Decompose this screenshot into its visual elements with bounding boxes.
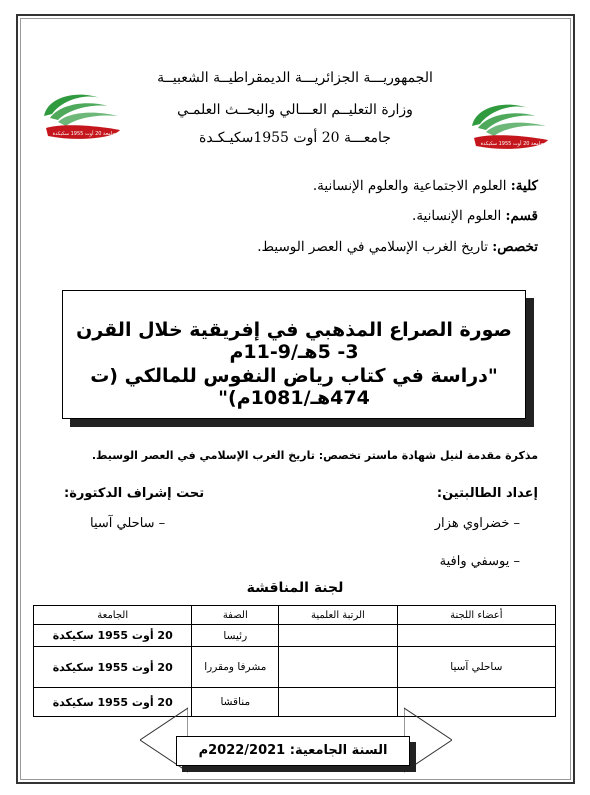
department-label: قسم: (505, 208, 538, 224)
header-university: الجامعة (34, 606, 192, 625)
department-value: العلوم الإنسانية. (412, 208, 502, 224)
role-cell: مشرفا ومقررا (192, 647, 279, 688)
committee-title: لجنة المناقشة (246, 580, 344, 596)
table-row (34, 625, 556, 647)
header-ministry: وزارة التعليــم العـــالي والبحــث العلمـي (177, 102, 413, 118)
role-cell: مناقشا (192, 688, 279, 717)
specialty-field (257, 239, 538, 255)
university-cell: 20 أوت 1955 سكيكدة (34, 647, 192, 688)
header-members: أعضاء اللجنة (397, 606, 555, 625)
students-label: إعداد الطالبتين: (436, 486, 538, 501)
table-row (34, 647, 556, 688)
thesis-title-line1: صورة الصراع المذهبي في إفريقية خلال القرن 3- 5هـ/9-11م (76, 319, 512, 363)
role-cell: رئيسا (192, 625, 279, 647)
rank-cell (279, 688, 398, 717)
rank-cell (279, 625, 398, 647)
supervisor-name: – ساحلي آسيا (90, 516, 166, 531)
title-box (62, 290, 526, 419)
university-cell: 20 أوت 1955 سكيكدة (34, 688, 192, 717)
supervisor-label: تحت إشراف الدكتورة: (64, 486, 205, 501)
faculty-label: كلية: (510, 178, 538, 194)
university-cell: 20 أوت 1955 سكيكدة (34, 625, 192, 647)
specialty-value: تاريخ الغرب الإسلامي في العصر الوسيط. (257, 239, 488, 255)
header-republic: الجمهوريـــة الجزائريـــة الديمقراطيــة الشعبيــة (157, 70, 433, 86)
memo-statement: مذكرة مقدمة لنيل شهادة ماستر تخصص: تاريخ الغرب الإسلامي في العصر الوسيط. (91, 449, 538, 462)
faculty-field (313, 178, 538, 194)
committee-header-row (34, 606, 556, 625)
department-field (412, 208, 538, 224)
academic-year: السنة الجامعية: 2022/2021م (176, 736, 410, 766)
table-row (34, 688, 556, 717)
header-university: جامعـــة 20 أوت 1955سكيـكـدة (199, 130, 391, 146)
rank-cell (279, 647, 398, 688)
student-name-2: – يوسفي وافية (439, 554, 520, 569)
logo-right-text: جامعة 20 أوت 1955 سكيكدة (480, 141, 544, 147)
faculty-value: العلوم الاجتماعية والعلوم الإنسانية. (312, 178, 507, 194)
member-cell: ساحلي آسيا (397, 647, 555, 688)
student-name-1: – خضراوي هزار (434, 516, 520, 531)
member-cell (397, 625, 555, 647)
header-role: الصفة (192, 606, 279, 625)
logo-left-text: جامعة 20 أوت 1955 سكيكدة (52, 131, 116, 137)
thesis-title-line2: "دراسة في كتاب رياض النفوس للمالكي (ت 474هـ/1081م)" (90, 365, 498, 409)
committee-table (33, 605, 556, 717)
specialty-label: تخصص: (492, 239, 538, 255)
header-rank: الرتبة العلمية (279, 606, 398, 625)
